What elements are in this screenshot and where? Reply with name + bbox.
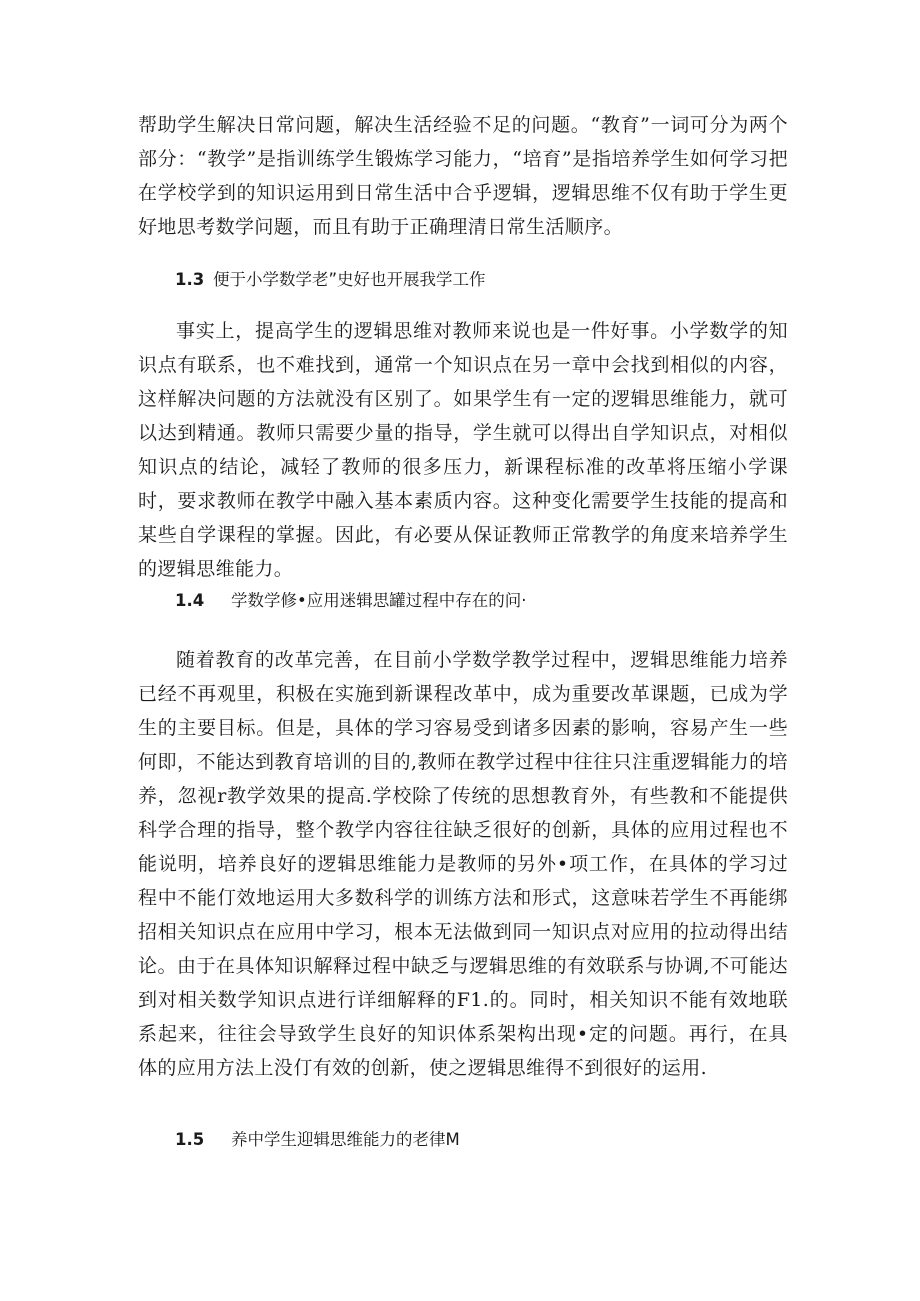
section-heading-1-4	[175, 589, 526, 613]
section-heading-1-5	[175, 1128, 460, 1152]
section-title: 学数学修•应用迷辑思罐过程中存在的问·	[231, 591, 527, 610]
section-title: 便于小学数学老”史好也开展我学工作	[213, 270, 486, 289]
paragraph-existing-problems: 随着教育的改革完善，在目前小学数学教学过程中，逻辑思维能力培养已经不再观里，积极在实施到新课程改革中，成为重要改革课题，已成为学生的主要目标。但是，具体的学习容易受到诸多因素的影响，容易产生一些何即，不能达到教育培训的目的,教师在教学过程中往往只注重逻辑能力的培养，忽视r教学效果的提高.学校除了传统的思想教育外，有些教和不能提供科学合理的指导，整个教学内容往往缺乏很好的创新，具体的应用过程也不能说明，培养良好的逻辑思维能力是教师的另外•项工作，在具体的学习过程中不能仃效地运用大多数科学的训练方法和形式，这意味若学生不再能绑招相关知识点在应用中学习，根本无法做到同一知识点对应用的拉动得出结论。由于在具体知识解释过程中缺乏与逻辑思维的有效联系与协调,不可能达到对相关数学知识点进行详细解释的F1.的。同时，相关知识不能有效地联系起来，往往会导致学生良好的知识体系架构出现•定的问题。再行，在具体的应用方法上没仃有效的创新，使之逻辑思维得不到很好的运用.	[138, 649, 788, 1079]
section-number: 1.5	[175, 1130, 205, 1149]
section-number: 1.3	[175, 270, 205, 289]
paragraph-education-definition: 帮助学生解决日常问题，解决生活经验不足的问题。“教育”一词可分为两个部分：“教学”是指训练学生锻炼学习能力，“培育”是指培养学生如何学习把在学校学到的知识运用到日常生活中合乎逻辑，逻辑思维不仅有助于学生更好地思考数学问题，而且有助于正确理清日常生活顺序。	[138, 114, 788, 238]
section-title: 养中学生迎辑思维能力的老律M	[231, 1130, 460, 1149]
paragraph-teacher-benefit: 事实上，提高学生的逻辑思维对教师来说也是一件好事。小学数学的知识点有联系，也不难找到，通常一个知识点在另一章中会找到相似的内容，这样解决问题的方法就没有区别了。如果学生有一定的逻辑思维能力，就可以达到精通。教师只需要少量的指导，学生就可以得出自学知识点，对相似知识点的结论，减轻了教师的很多压力，新课程标准的改革将压缩小学课时，要求教师在教学中融入基本素质内容。这种变化需要学生技能的提高和某些自学课程的掌握。因此，有必要从保证教师正常教学的角度来培养学生的逻辑思维能力。	[138, 320, 788, 580]
section-number: 1.4	[175, 591, 205, 610]
section-heading-1-3	[175, 268, 486, 292]
